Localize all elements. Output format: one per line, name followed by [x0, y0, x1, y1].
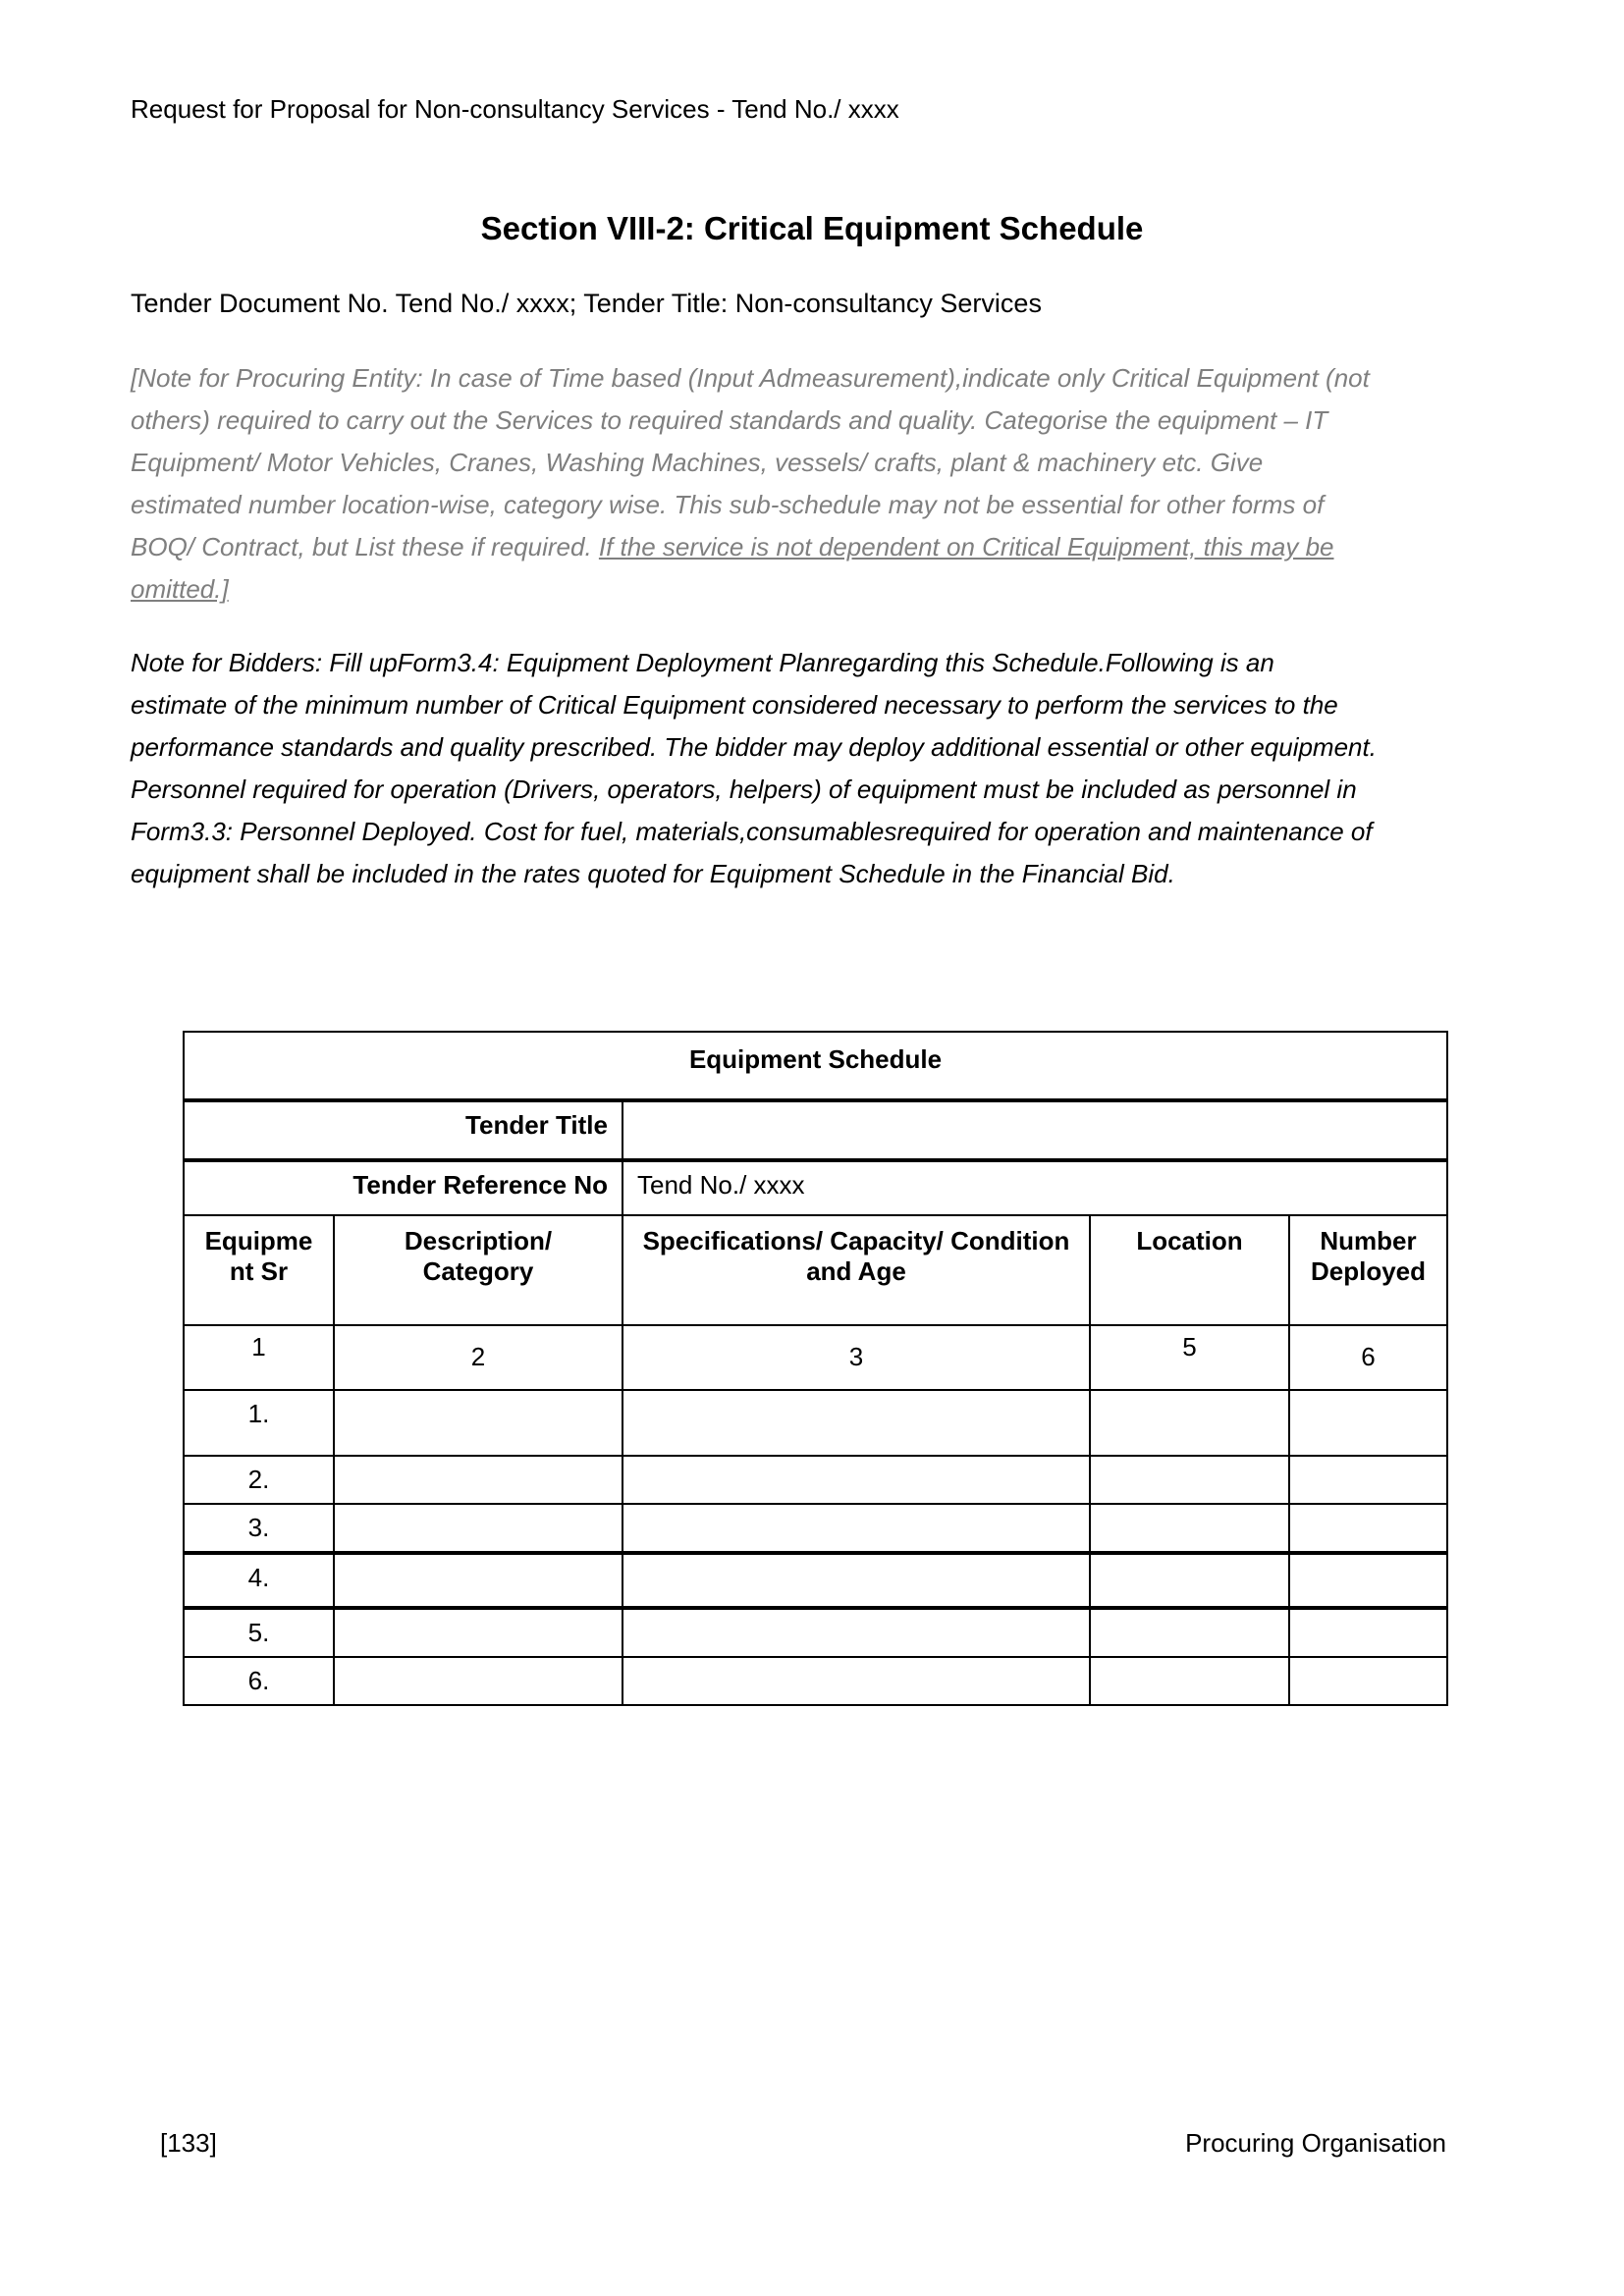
tender-reference-label: Tender Reference No	[184, 1160, 623, 1215]
empty-cell	[1289, 1456, 1447, 1504]
empty-cell	[1289, 1553, 1447, 1608]
table-row	[184, 1504, 1447, 1553]
empty-cell	[1090, 1553, 1289, 1608]
empty-cell	[334, 1456, 623, 1504]
row-label: 2.	[184, 1456, 334, 1504]
table-row	[184, 1390, 1447, 1456]
table-title-row	[184, 1032, 1447, 1100]
empty-cell	[334, 1553, 623, 1608]
table-row	[184, 1553, 1447, 1608]
empty-cell	[1289, 1608, 1447, 1657]
tender-title-value	[623, 1100, 1447, 1160]
procuring-entity-note-text: [Note for Procuring Entity: In case of Time based (Input Admeasurement),indicate only Critical Equipment (not others) required to carry out the Services to required standards and quality. Categorise the equipment – IT Equipment/ Motor Vehicles, Cranes, Washing Machines, vessels/ crafts, plant & machinery etc. Give estimated number location-wise, category wise. This sub-schedule may not be essential for other forms of BOQ/ Contract, but List these if required.	[131, 363, 1370, 561]
empty-cell	[623, 1456, 1090, 1504]
row-label: 4.	[184, 1553, 334, 1608]
procuring-entity-note-underlined: If the service is not dependent on Critical Equipment, this may be omitted.]	[131, 532, 1334, 604]
empty-cell	[1289, 1390, 1447, 1456]
tender-reference-row	[184, 1160, 1447, 1215]
empty-cell	[1289, 1504, 1447, 1553]
empty-cell	[623, 1657, 1090, 1705]
empty-cell	[1289, 1657, 1447, 1705]
equipment-schedule-table	[183, 1031, 1448, 1706]
row-label: 5.	[184, 1608, 334, 1657]
tender-title-row	[184, 1100, 1447, 1160]
tender-title-label: Tender Title	[184, 1100, 623, 1160]
table-row	[184, 1657, 1447, 1705]
table-title-cell: Equipment Schedule	[184, 1032, 1447, 1100]
page-number: [133]	[160, 2128, 217, 2158]
table-row	[184, 1608, 1447, 1657]
row-label: 1.	[184, 1390, 334, 1456]
empty-cell	[1090, 1456, 1289, 1504]
empty-cell	[623, 1504, 1090, 1553]
header-equipment-sr: Equipment Sr	[184, 1215, 334, 1325]
row-label: 3.	[184, 1504, 334, 1553]
empty-cell	[623, 1608, 1090, 1657]
empty-cell	[1090, 1504, 1289, 1553]
header-number-deployed: Number Deployed	[1289, 1215, 1447, 1325]
table-row	[184, 1456, 1447, 1504]
header-description-category: Description/ Category	[334, 1215, 623, 1325]
empty-cell	[623, 1553, 1090, 1608]
empty-cell	[1090, 1608, 1289, 1657]
column-number-cell: 5	[1090, 1325, 1289, 1390]
tender-reference-value: Tend No./ xxxx	[623, 1160, 1447, 1215]
empty-cell	[334, 1608, 623, 1657]
header-location: Location	[1090, 1215, 1289, 1325]
row-label: 6.	[184, 1657, 334, 1705]
section-title: Section VIII-2: Critical Equipment Schedule	[480, 210, 1144, 246]
column-number-cell: 6	[1289, 1325, 1447, 1390]
footer-organisation: Procuring Organisation	[1185, 2128, 1446, 2158]
empty-cell	[334, 1390, 623, 1456]
tender-document-line: Tender Document No. Tend No./ xxxx; Tender Title: Non-consultancy Services	[131, 289, 1042, 318]
running-header: Request for Proposal for Non-consultancy Services - Tend No./ xxxx	[131, 94, 899, 124]
empty-cell	[334, 1504, 623, 1553]
column-header-row	[184, 1215, 1447, 1325]
column-number-cell: 2	[334, 1325, 623, 1390]
column-number-row	[184, 1325, 1447, 1390]
empty-cell	[334, 1657, 623, 1705]
column-number-cell: 3	[623, 1325, 1090, 1390]
empty-cell	[623, 1390, 1090, 1456]
empty-cell	[1090, 1657, 1289, 1705]
procuring-entity-note	[131, 357, 1378, 611]
column-number-cell: 1	[184, 1325, 334, 1390]
empty-cell	[1090, 1390, 1289, 1456]
header-specifications: Specifications/ Capacity/ Condition and Age	[623, 1215, 1090, 1325]
bidders-note: Note for Bidders: Fill upForm3.4: Equipment Deployment Planregarding this Schedule.Following is an estimate of the minimum number of Critical Equipment considered necessary to perform the services to the performance standards and quality prescribed. The bidder may deploy additional essential or other equipment. Personnel required for operation (Drivers, operators, helpers) of equipment must be included as personnel in Form3.3: Personnel Deployed. Cost for fuel, materials,consumablesrequired for operation and maintenance of equipment shall be included in the rates quoted for Equipment Schedule in the Financial Bid.	[131, 648, 1377, 888]
